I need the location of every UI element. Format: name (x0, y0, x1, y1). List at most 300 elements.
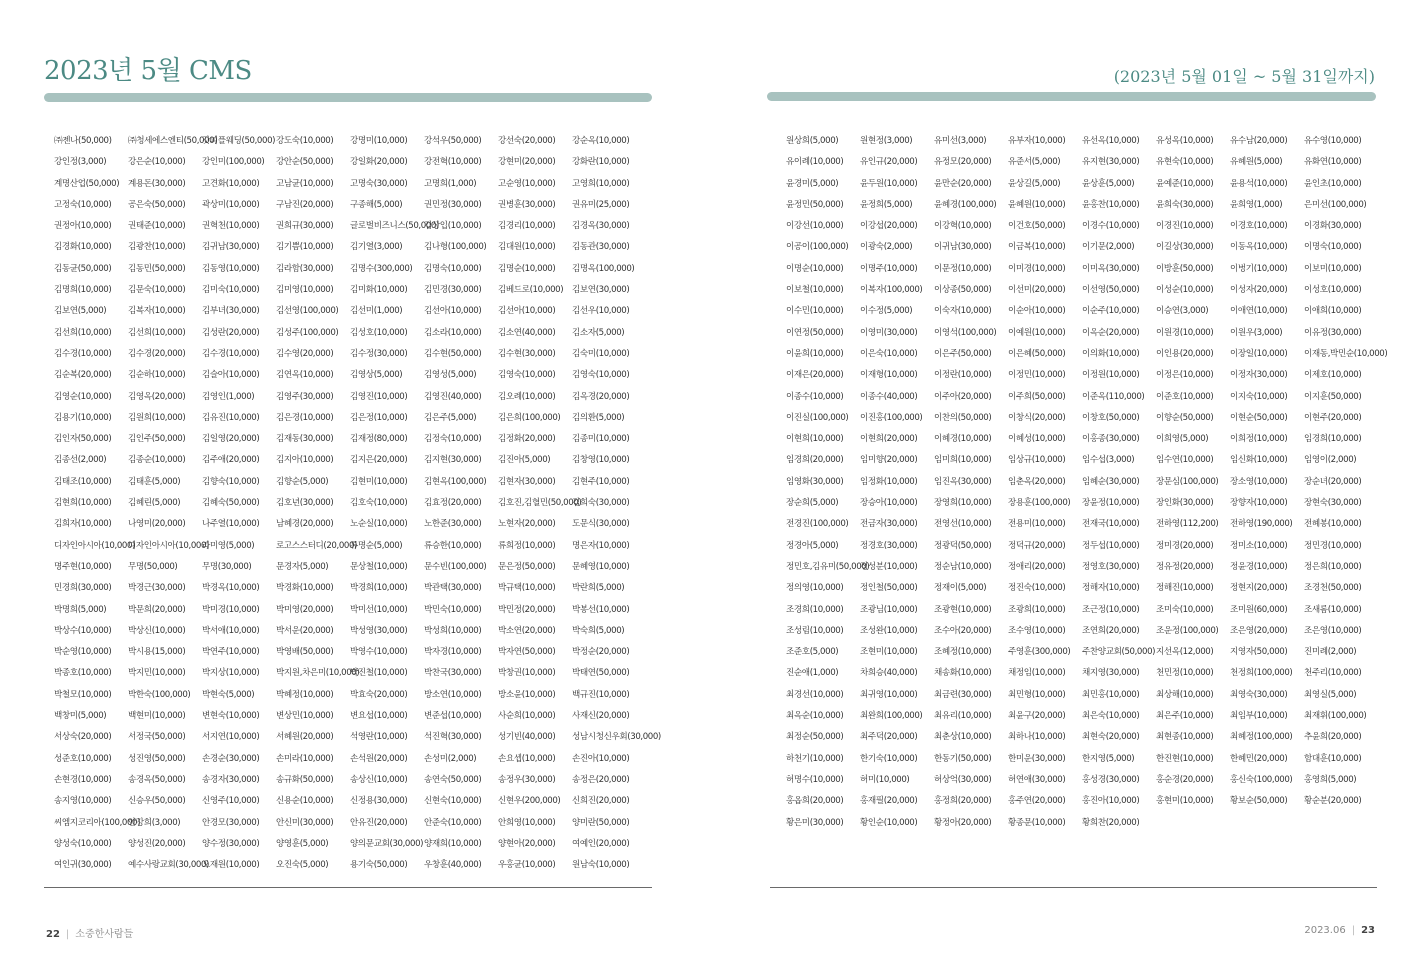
donor-entry: 정민호,김유미(50,000) (786, 561, 870, 572)
donor-entry: 김선우(10,000) (572, 306, 630, 317)
donor-entry: 김일영(20,000) (202, 434, 260, 445)
donor-entry: 황인순(10,000) (860, 817, 918, 828)
donor-entry: 박지민(10,000) (128, 668, 186, 679)
donor-entry: 디자인아시아(10,000) (128, 540, 209, 551)
page-title: 2023년 5월 CMS (44, 56, 252, 86)
donor-entry: 이진실(100,000) (786, 412, 849, 423)
donor-list-left (54, 131, 661, 876)
donor-entry: 신용순(10,000) (276, 796, 334, 807)
donor-entry: 신현우(200,000) (498, 796, 561, 807)
donor-entry: 박미선(10,000) (350, 604, 408, 615)
donor-entry: 김향숙(10,000) (202, 476, 260, 487)
donor-entry: 이의화(10,000) (1082, 348, 1140, 359)
donor-entry: 이문정(10,000) (934, 263, 992, 274)
donor-entry: 유인규(20,000) (860, 157, 918, 168)
title-bar (44, 93, 652, 102)
donor-entry: 최주덕(20,000) (860, 732, 918, 743)
donor-entry: 임수연(10,000) (1156, 455, 1214, 466)
donor-entry: 유수남(20,000) (1230, 136, 1288, 146)
donor-entry: 권희규(30,000) (276, 221, 334, 232)
donor-entry: 조경천(50,000) (1304, 583, 1362, 594)
donor-entry: 조혜정(10,000) (934, 647, 992, 658)
donor-entry: 임수섭(3,000) (1082, 455, 1135, 466)
donor-entry: 허명수(10,000) (786, 774, 844, 785)
divider (770, 887, 1377, 888)
donor-entry: 이옥순(20,000) (1082, 327, 1140, 338)
donor-entry: 조현미(10,000) (860, 647, 918, 658)
donor-entry: 이성자(20,000) (1230, 285, 1288, 296)
donor-entry: 이향순(50,000) (1156, 412, 1214, 423)
donor-entry: 허미(10,000) (860, 774, 910, 785)
donor-entry: 장문심(100,000) (1156, 476, 1219, 487)
donor-entry: 류희정(10,000) (498, 540, 556, 551)
donor-entry: 구종해(5,000) (350, 199, 403, 210)
left-page (0, 0, 710, 975)
donor-entry: 유준서(5,000) (1008, 157, 1061, 168)
donor-entry: 송정우(30,000) (498, 774, 556, 785)
donor-entry: 김보연(5,000) (54, 306, 107, 317)
donor-entry: 이지숙(10,000) (1230, 391, 1288, 402)
donor-entry: 용기숙(50,000) (350, 860, 408, 871)
donor-entry: 김영성(5,000) (424, 370, 477, 381)
donor-entry: 이벙기(10,000) (1230, 263, 1288, 274)
donor-entry: 김종미(10,000) (572, 434, 630, 445)
donor-entry: 정은희(10,000) (1304, 561, 1362, 572)
donor-entry: 이준호(10,000) (1156, 391, 1214, 402)
donor-entry: 노순실(10,000) (350, 519, 408, 530)
donor-entry: 양재희(10,000) (424, 838, 482, 849)
donor-entry: 황정아(20,000) (934, 817, 992, 828)
donor-entry: 손석원(20,000) (350, 753, 408, 764)
donor-entry: 이인용(20,000) (1156, 348, 1214, 359)
donor-entry: 박경화(10,000) (276, 583, 334, 594)
donor-entry: 안강희(3,000) (128, 817, 181, 828)
donor-entry: 유현숙(10,000) (1156, 157, 1214, 168)
donor-entry: 정진숙(10,000) (1008, 583, 1066, 594)
donor-entry: 장인화(30,000) (1156, 498, 1214, 509)
title-bar (767, 92, 1376, 101)
donor-entry: 박시용(15,000) (128, 647, 186, 658)
donor-entry: 이숙자(10,000) (934, 306, 992, 317)
donor-entry: 윤두원(10,000) (860, 178, 918, 189)
donor-entry: 박소연(20,000) (498, 625, 556, 636)
donor-entry: 곽상미(10,000) (202, 199, 260, 210)
donor-entry: 김명순(10,000) (498, 263, 556, 274)
donor-entry: 유미선(3,000) (934, 136, 987, 146)
donor-entry: 황희찬(20,000) (1082, 817, 1140, 828)
donor-entry: 박영수(10,000) (350, 647, 408, 658)
donor-entry: 고순영(10,000) (498, 178, 556, 189)
donor-entry: 김영순(10,000) (54, 391, 112, 402)
donor-entry: 이경화(30,000) (1304, 221, 1362, 232)
donor-entry: 고견화(10,000) (202, 178, 260, 189)
donor-entry: 홍옵희(20,000) (786, 796, 844, 807)
donor-entry: 김종순(10,000) (128, 455, 186, 466)
donor-entry: 계용돈(30,000) (128, 178, 186, 189)
donor-entry: 정애리(20,000) (1008, 561, 1066, 572)
donor-entry: 정광덕(50,000) (934, 540, 992, 551)
donor-entry: 김현미(10,000) (350, 476, 408, 487)
donor-entry: 손미라(10,000) (276, 753, 334, 764)
donor-entry: 김수영(20,000) (276, 348, 334, 359)
footer-left: 22 | 소중한사람들 (46, 929, 134, 940)
donor-entry: 김수경(20,000) (128, 348, 186, 359)
donor-entry: 이원경(10,000) (1156, 327, 1214, 338)
donor-entry: 최영숙(30,000) (1230, 689, 1288, 700)
donor-entry: 유부자(10,000) (1008, 136, 1066, 146)
donor-entry: 김소자(5,000) (572, 327, 625, 338)
donor-entry: 이방훈(50,000) (1156, 263, 1214, 274)
donor-entry: 백현미(10,000) (128, 711, 186, 722)
donor-entry: 김동균(50,000) (54, 263, 112, 274)
donor-entry: 김현자(30,000) (498, 476, 556, 487)
donor-entry: 송경옥(50,000) (128, 774, 186, 785)
donor-entry: 이재형(10,000) (860, 370, 918, 381)
donor-entry: 최윤구(20,000) (1008, 711, 1066, 722)
donor-entry: 이승연(3,000) (1156, 306, 1209, 317)
donor-entry: 계명산업(50,000) (54, 178, 120, 189)
donor-entry: 정의영(10,000) (786, 583, 844, 594)
donor-entry: 조광님(10,000) (860, 604, 918, 615)
donor-entry: 김광찬(10,000) (128, 242, 186, 253)
donor-entry: 김태훈(5,000) (128, 476, 181, 487)
donor-entry: 지선옥(12,000) (1156, 647, 1214, 658)
donor-entry: 정두섭(10,000) (1082, 540, 1140, 551)
donor-entry: 송경자(30,000) (202, 774, 260, 785)
donor-entry: 조연희(20,000) (1082, 625, 1140, 636)
donor-entry: 안준숙(10,000) (424, 817, 482, 828)
donor-entry: 김지현(30,000) (424, 455, 482, 466)
donor-entry: 김의환(5,000) (572, 412, 625, 423)
donor-entry: 원현정(3,000) (860, 136, 913, 146)
donor-entry: 한지영(5,000) (1082, 753, 1135, 764)
donor-entry: 이명순(10,000) (786, 263, 844, 274)
donor-entry: 고남균(10,000) (276, 178, 334, 189)
donor-entry: 김기쁨(10,000) (276, 242, 334, 253)
donor-entry: 전하영(112,200) (1156, 519, 1219, 530)
donor-entry: 김영숙(10,000) (498, 370, 556, 381)
donor-entry: 박숙희(5,000) (572, 625, 625, 636)
donor-entry: 김향순(5,000) (276, 476, 329, 487)
donor-entry: 윤혜경(100,000) (934, 199, 997, 210)
donor-entry: 권정아(10,000) (54, 221, 112, 232)
donor-entry: 안경모(30,000) (202, 817, 260, 828)
donor-entry: 윤희영(1,000) (1230, 199, 1283, 210)
donor-entry: 정미경(20,000) (1156, 540, 1214, 551)
donor-entry: 김현희(10,000) (54, 498, 112, 509)
donor-entry: 장순희(5,000) (786, 498, 839, 509)
donor-entry: 이기문(2,000) (1082, 242, 1135, 253)
donor-entry: 황종문(10,000) (1008, 817, 1066, 828)
donor-entry: 송연숙(50,000) (424, 774, 482, 785)
donor-entry: 송정은(20,000) (572, 774, 630, 785)
donor-entry: 양성숙(10,000) (54, 838, 112, 849)
donor-entry: 김영진(10,000) (350, 391, 408, 402)
donor-entry: 장승아(10,000) (860, 498, 918, 509)
donor-entry: 최현종(10,000) (1156, 732, 1214, 743)
donor-entry: 박미영(20,000) (276, 604, 334, 615)
donor-entry: 강선숙(20,000) (498, 136, 556, 146)
donor-entry: 한미운(30,000) (1008, 753, 1066, 764)
donor-entry: 천정희(100,000) (1230, 668, 1293, 679)
donor-entry: 김동민(50,000) (128, 263, 186, 274)
donor-entry: 서상숙(20,000) (54, 732, 112, 743)
donor-entry: 윤정희(5,000) (860, 199, 913, 210)
donor-entry: 전경진(100,000) (786, 519, 849, 530)
donor-entry: 원남숙(10,000) (572, 860, 630, 871)
donor-entry: 류명순(5,000) (350, 540, 403, 551)
donor-entry: 오진숙(5,000) (276, 860, 329, 871)
donor-entry: 김미화(10,000) (350, 285, 408, 296)
donor-entry: 김효정(20,000) (424, 498, 482, 509)
donor-entry: 김영주(30,000) (276, 391, 334, 402)
donor-entry: 명주현(10,000) (54, 561, 112, 572)
donor-entry: 장영희(10,000) (934, 498, 992, 509)
donor-entry: 이수민(10,000) (786, 306, 844, 317)
donor-entry: 김선희(10,000) (128, 327, 186, 338)
donor-entry: 김나형(100,000) (424, 242, 487, 253)
donor-entry: 김혜숙(50,000) (202, 498, 260, 509)
donor-entry: 도문식(30,000) (572, 519, 630, 530)
donor-entry: 박자경(10,000) (424, 647, 482, 658)
donor-entry: 박진철(10,000) (350, 668, 408, 679)
donor-entry: 김베드로(10,000) (498, 285, 564, 296)
donor-entry: 홍순경(20,000) (1156, 774, 1214, 785)
donor-entry: 김영인(1,000) (202, 391, 255, 402)
donor-entry: 임미향(20,000) (860, 455, 918, 466)
donor-entry: 이종수(40,000) (860, 391, 918, 402)
donor-entry: 문혜영(10,000) (572, 561, 630, 572)
donor-entry: 윤혜원(10,000) (1008, 199, 1066, 210)
donor-entry: 장순녀(20,000) (1304, 476, 1362, 487)
donor-entry: 이장일(10,000) (1230, 348, 1288, 359)
donor-entry: 디자인아시아(10,000) (54, 540, 135, 551)
donor-entry: 이혜성(10,000) (1008, 434, 1066, 445)
donor-entry: 김종선(2,000) (54, 455, 107, 466)
donor-entry: 채송화(10,000) (934, 668, 992, 679)
donor-entry: 박종호(10,000) (54, 668, 112, 679)
donor-entry: 안유진(20,000) (350, 817, 408, 828)
donor-entry: 장윤정(10,000) (1082, 498, 1140, 509)
donor-entry: 조수아(20,000) (934, 625, 992, 636)
donor-entry: 윤만순(20,000) (934, 178, 992, 189)
donor-entry: 김정화(20,000) (498, 434, 556, 445)
donor-entry: 송규화(50,000) (276, 774, 334, 785)
page-number: 23 (1361, 925, 1375, 936)
donor-entry: 정경호(30,000) (860, 540, 918, 551)
donor-entry: 김은경(10,000) (276, 412, 334, 423)
donor-entry: 박철모(10,000) (54, 689, 112, 700)
donor-entry: 방소윤(10,000) (498, 689, 556, 700)
donor-entry: 정해자(10,000) (1082, 583, 1140, 594)
donor-entry: 김인주(50,000) (128, 434, 186, 445)
donor-entry: 이희정(10,000) (1230, 434, 1288, 445)
donor-entry: 조성림(10,000) (786, 625, 844, 636)
donor-entry: 김명옥(100,000) (572, 263, 635, 274)
donor-entry: 박순영(10,000) (54, 647, 112, 658)
donor-entry: 최옥순(10,000) (786, 711, 844, 722)
donor-entry: 홍신숙(100,000) (1230, 774, 1293, 785)
donor-entry: 김수현(50,000) (424, 348, 482, 359)
donor-entry: 이강혁(10,000) (934, 221, 992, 232)
donor-entry: 강은순(10,000) (128, 157, 186, 168)
donor-entry: 김유진(10,000) (202, 412, 260, 423)
donor-entry: 박민정(20,000) (498, 604, 556, 615)
donor-entry: 조새롬(10,000) (1304, 604, 1362, 615)
donor-entry: 사순희(10,000) (498, 711, 556, 722)
donor-entry: 김창영(10,000) (572, 455, 630, 466)
donor-entry: 조미숙(10,000) (1156, 604, 1214, 615)
donor-entry: 이혜경(10,000) (934, 434, 992, 445)
donor-entry: 김선미(1,000) (350, 306, 403, 317)
donor-entry: 권병훈(30,000) (498, 199, 556, 210)
donor-entry: 임경희(20,000) (786, 455, 844, 466)
donor-entry: 임춘옥(20,000) (1008, 476, 1066, 487)
donor-entry: 김순복(20,000) (54, 370, 112, 381)
donor-entry: 이원우(3,000) (1230, 327, 1283, 338)
donor-entry: 이경호(10,000) (1230, 221, 1288, 232)
issue-date: 2023.06 (1304, 925, 1346, 936)
donor-entry: 김용기(10,000) (54, 412, 112, 423)
donor-entry: 이지훈(50,000) (1304, 391, 1362, 402)
donor-entry: 이홍종(30,000) (1082, 434, 1140, 445)
donor-entry: 글로벌비즈니스(50,000) (350, 221, 439, 232)
donor-entry: 김숙미(10,000) (572, 348, 630, 359)
donor-entry: 김경리(10,000) (498, 221, 556, 232)
donor-entry: 송지영(10,000) (54, 796, 112, 807)
right-page (710, 0, 1421, 975)
donor-entry: 조미원(60,000) (1230, 604, 1288, 615)
donor-entry: 박지원,차은미(10,000) (276, 668, 360, 679)
donor-entry: 임영화(30,000) (786, 476, 844, 487)
donor-entry: 우홍균(10,000) (498, 860, 556, 871)
donor-entry: 이은혜(50,000) (1008, 348, 1066, 359)
donor-entry: 강인정(3,000) (54, 157, 107, 168)
donor-entry: 김재정(80,000) (350, 434, 408, 445)
donor-entry: 최혜정(100,000) (1230, 732, 1293, 743)
donor-entry: 천주리(10,000) (1304, 668, 1362, 679)
donor-entry: 이재은(20,000) (786, 370, 844, 381)
donor-entry: 양수정(30,000) (202, 838, 260, 849)
donor-entry: 석진혁(30,000) (424, 732, 482, 743)
donor-entry: 여예인(20,000) (572, 838, 630, 849)
donor-entry: 정민경(10,000) (1304, 540, 1362, 551)
donor-entry: 김귀남(30,000) (202, 242, 260, 253)
donor-entry: 지영자(50,000) (1230, 647, 1288, 658)
donor-entry: 정현지(20,000) (1230, 583, 1288, 594)
donor-entry: 무명(50,000) (128, 561, 178, 572)
donor-entry: 채정임(10,000) (1008, 668, 1066, 679)
donor-entry: 강명미(10,000) (350, 136, 408, 146)
donor-entry: 이연정(50,000) (786, 327, 844, 338)
donor-entry: 박문희(20,000) (128, 604, 186, 615)
donor-entry: 이상종(50,000) (934, 285, 992, 296)
donor-entry: 김인자(50,000) (54, 434, 112, 445)
donor-entry: 한동기(50,000) (934, 753, 992, 764)
donor-entry: 김경화(10,000) (54, 242, 112, 253)
donor-entry: 홍현미(10,000) (1156, 796, 1214, 807)
donor-entry: 박서운(20,000) (276, 625, 334, 636)
donor-entry: 김라함(30,000) (276, 263, 334, 274)
donor-entry: 이수정(5,000) (860, 306, 913, 317)
donor-entry: 이복자(100,000) (860, 285, 923, 296)
donor-entry: 최현숙(20,000) (1082, 732, 1140, 743)
donor-entry: 이길상(30,000) (1156, 242, 1214, 253)
donor-entry: 안희영(10,000) (498, 817, 556, 828)
donor-entry: 김대원(10,000) (498, 242, 556, 253)
donor-entry: 김영진(40,000) (424, 391, 482, 402)
donor-entry: 박한숙(100,000) (128, 689, 191, 700)
donor-entry: 신현숙(10,000) (424, 796, 482, 807)
donor-entry: 박란희(5,000) (572, 583, 625, 594)
footer-right: 2023.06 | 23 (1304, 925, 1375, 936)
donor-entry: 김호진,김혈민(50,000) (498, 498, 582, 509)
donor-entry: 라미영(5,000) (202, 540, 255, 551)
donor-entry: 공은숙(50,000) (128, 199, 186, 210)
donor-entry: ㈜청세에스엔티(50,000) (128, 136, 218, 146)
donor-entry: 이예원(10,000) (1008, 327, 1066, 338)
donor-entry: 이애연(10,000) (1230, 306, 1288, 317)
donor-entry: 유화연(10,000) (1304, 157, 1362, 168)
donor-list-right (786, 131, 1388, 834)
donor-entry: 박서애(10,000) (202, 625, 260, 636)
donor-entry: 송상신(10,000) (350, 774, 408, 785)
donor-entry: 원상희(5,000) (786, 136, 839, 146)
donor-entry: 최영실(5,000) (1304, 689, 1357, 700)
donor-entry: 김수경(10,000) (54, 348, 112, 359)
donor-entry: 이선영(50,000) (1082, 285, 1140, 296)
donor-entry: 노한준(30,000) (424, 519, 482, 530)
donor-entry: 이애희(10,000) (1304, 306, 1362, 317)
donor-entry: 이종수(10,000) (786, 391, 844, 402)
section-name: 소중한사람들 (75, 929, 134, 940)
donor-entry: 박성영(30,000) (350, 625, 408, 636)
donor-entry: 성기빈(40,000) (498, 732, 556, 743)
donor-entry: 조수영(10,000) (1008, 625, 1066, 636)
donor-entry: 이정란(10,000) (934, 370, 992, 381)
donor-entry: 장소영(10,000) (1230, 476, 1288, 487)
donor-entry: 변준섭(10,000) (424, 711, 482, 722)
donor-entry: 이순아(10,000) (1008, 306, 1066, 317)
donor-entry: 최경선(10,000) (786, 689, 844, 700)
donor-entry: 석영란(10,000) (350, 732, 408, 743)
donor-entry: 황은미(30,000) (786, 817, 844, 828)
donor-entry: 고명희(1,000) (424, 178, 477, 189)
donor-entry: 김민경(30,000) (424, 285, 482, 296)
donor-entry: 권태준(10,000) (128, 221, 186, 232)
donor-entry: 성진영(50,000) (128, 753, 186, 764)
donor-entry: 서정국(50,000) (128, 732, 186, 743)
donor-entry: 이성호(10,000) (1304, 285, 1362, 296)
donor-entry: 최하나(10,000) (1008, 732, 1066, 743)
donor-entry: 성준호(10,000) (54, 753, 112, 764)
donor-entry: 임미희(10,000) (934, 455, 992, 466)
donor-entry: 양현아(20,000) (498, 838, 556, 849)
donor-entry: 손경순(30,000) (202, 753, 260, 764)
donor-entry: 황보순(50,000) (1230, 796, 1288, 807)
donor-entry: 강도숙(10,000) (276, 136, 334, 146)
donor-entry: 변현숙(10,000) (202, 711, 260, 722)
donor-entry: 유수영(10,000) (1304, 136, 1362, 146)
donor-entry: 이광숙(2,000) (860, 242, 913, 253)
donor-entry: 김복자(10,000) (128, 306, 186, 317)
donor-entry: 이성순(10,000) (1156, 285, 1214, 296)
donor-entry: 하천기(10,000) (786, 753, 844, 764)
donor-entry: 장현숙(30,000) (1304, 498, 1362, 509)
donor-entry: 홍성경(30,000) (1082, 774, 1140, 785)
donor-entry: 정윤경(10,000) (1230, 561, 1288, 572)
donor-entry: 이창식(20,000) (1008, 412, 1066, 423)
